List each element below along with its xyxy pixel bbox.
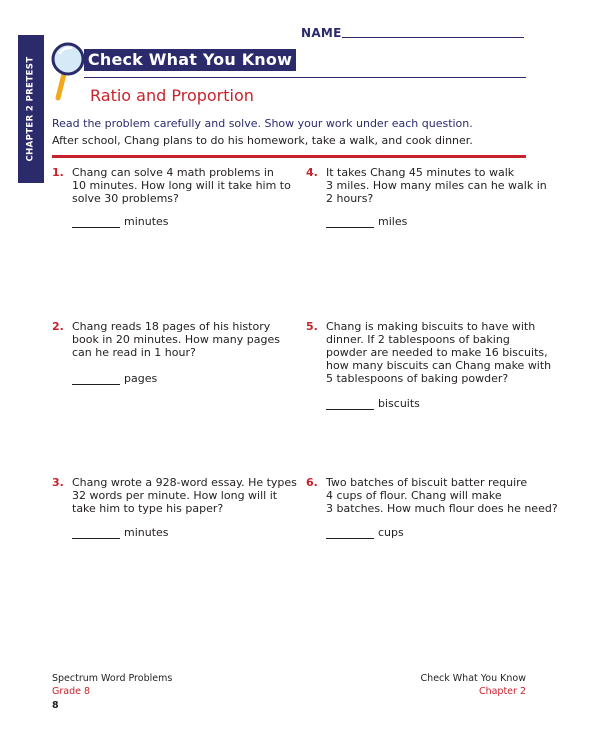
title-rule (84, 77, 526, 78)
answer-unit: pages (124, 372, 158, 385)
answer-unit: minutes (124, 215, 169, 228)
page-subtitle: Ratio and Proportion (90, 86, 254, 105)
page-number: 8 (52, 700, 59, 711)
footer-chapter: Chapter 2 (478, 686, 526, 697)
problem-text: Chang wrote a 928-word essay. He types 32 words per minute. How long will it take him to type his paper? (72, 476, 297, 515)
footer-grade: Grade 8 (52, 686, 91, 697)
answer-2 (72, 372, 157, 385)
problem-number: 4. (306, 166, 318, 179)
name-line[interactable] (342, 37, 524, 38)
problem-number: 6. (306, 476, 318, 489)
page-title: Check What You Know (87, 50, 293, 69)
problem-5 (306, 320, 552, 400)
problem-text: Chang reads 18 pages of his history book in 20 minutes. How many pages can he read in 1 hour? (72, 320, 280, 359)
answer-unit: biscuits (378, 397, 420, 410)
answer-unit: cups (378, 526, 404, 539)
instructions: Read the problem carefully and solve. Show your work under each question. (52, 117, 473, 130)
footer-book: Spectrum Word Problems (52, 673, 173, 684)
problem-number: 3. (52, 476, 64, 489)
problem-2 (52, 320, 292, 380)
problem-number: 2. (52, 320, 64, 333)
problem-text: Two batches of biscuit batter require 4 cups of flour. Chang will make 3 batches. How much flour does he need? (326, 476, 558, 515)
footer-section: Check What You Know (420, 673, 526, 684)
answer-5 (326, 397, 420, 410)
context-text: After school, Chang plans to do his homework, take a walk, and cook dinner. (52, 134, 473, 147)
answer-blank[interactable] (72, 375, 120, 385)
problem-text: Chang is making biscuits to have with dinner. If 2 tablespoons of baking powder are needed to make 16 biscuits, how many biscuits can Chang make with 5 tablespoons of baking powder? (326, 320, 552, 385)
answer-blank[interactable] (72, 529, 120, 539)
problem-number: 1. (52, 166, 64, 179)
answer-3 (72, 526, 169, 539)
problem-text: Chang can solve 4 math problems in 10 minutes. How long will it take him to solve 30 problems? (72, 166, 291, 205)
answer-6 (326, 526, 404, 539)
answer-blank[interactable] (326, 529, 374, 539)
answer-unit: minutes (124, 526, 169, 539)
answer-blank[interactable] (326, 218, 374, 228)
name-label: NAME (301, 26, 342, 40)
answer-unit: miles (378, 215, 408, 228)
problem-text: It takes Chang 45 minutes to walk 3 miles. How many miles can he walk in 2 hours? (326, 166, 547, 205)
problem-number: 5. (306, 320, 318, 333)
side-tab-label-wrap (18, 35, 44, 183)
answer-blank[interactable] (326, 400, 374, 410)
answer-4 (326, 215, 407, 228)
section-rule (52, 155, 526, 158)
side-tab-label: CHAPTER 2 PRETEST (26, 56, 36, 162)
answer-blank[interactable] (72, 218, 120, 228)
answer-1 (72, 215, 169, 228)
